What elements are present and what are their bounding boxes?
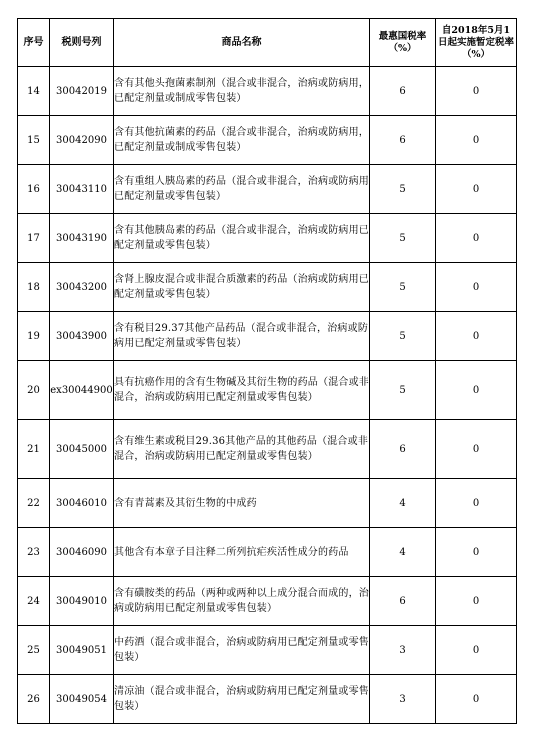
header-mfn-rate: 最惠国税率（%） <box>370 19 436 67</box>
table-row <box>18 214 517 263</box>
row-name: 清凉油（混合或非混合，治病或防病用已配定剂量或零售包装） <box>114 675 370 724</box>
row-no: 18 <box>18 263 50 312</box>
row-mfn-rate: 5 <box>370 263 436 312</box>
tariff-table <box>17 18 517 724</box>
row-mfn-rate: 6 <box>370 577 436 626</box>
row-no: 17 <box>18 214 50 263</box>
row-name: 含有其他抗菌素的药品（混合或非混合，治病或防病用，已配定剂量或制成零售包装） <box>114 116 370 165</box>
row-mfn-rate: 3 <box>370 626 436 675</box>
row-code: 30046090 <box>50 528 114 577</box>
row-mfn-rate: 4 <box>370 528 436 577</box>
row-temp-rate: 0 <box>436 116 517 165</box>
row-temp-rate: 0 <box>436 361 517 420</box>
row-no: 20 <box>18 361 50 420</box>
row-name: 含有税目29.37其他产品药品（混合或非混合，治病或防病用已配定剂量或零售包装） <box>114 312 370 361</box>
row-code: ex30044900 <box>50 361 114 420</box>
row-temp-rate: 0 <box>436 479 517 528</box>
row-temp-rate: 0 <box>436 420 517 479</box>
row-name: 含有重组人胰岛素的药品（混合或非混合，治病或防病用已配定剂量或零售包装） <box>114 165 370 214</box>
row-name: 含肾上腺皮混合或非混合质激素的药品（治病或防病用已配定剂量或零售包装） <box>114 263 370 312</box>
row-code: 30043900 <box>50 312 114 361</box>
row-temp-rate: 0 <box>436 67 517 116</box>
row-no: 15 <box>18 116 50 165</box>
row-code: 30049054 <box>50 675 114 724</box>
row-code: 30049010 <box>50 577 114 626</box>
row-name: 含有其他头孢菌素制剂（混合或非混合，治病或防病用，已配定剂量或制成零售包装） <box>114 67 370 116</box>
row-no: 22 <box>18 479 50 528</box>
table-row <box>18 420 517 479</box>
table-header-row <box>18 19 517 67</box>
row-code: 30043190 <box>50 214 114 263</box>
row-mfn-rate: 4 <box>370 479 436 528</box>
row-temp-rate: 0 <box>436 312 517 361</box>
table-row <box>18 528 517 577</box>
row-temp-rate: 0 <box>436 263 517 312</box>
row-mfn-rate: 5 <box>370 214 436 263</box>
row-temp-rate: 0 <box>436 626 517 675</box>
table-row <box>18 361 517 420</box>
table-row <box>18 116 517 165</box>
row-mfn-rate: 5 <box>370 361 436 420</box>
table-row <box>18 263 517 312</box>
row-name: 含有磺胺类的药品（两种或两种以上成分混合而成的，治病或防病用已配定剂量或零售包装） <box>114 577 370 626</box>
table-row <box>18 577 517 626</box>
row-no: 19 <box>18 312 50 361</box>
row-no: 23 <box>18 528 50 577</box>
row-name: 含有维生素或税目29.36其他产品的其他药品（混合或非混合，治病或防病用已配定剂量或零售包装） <box>114 420 370 479</box>
row-no: 21 <box>18 420 50 479</box>
row-no: 25 <box>18 626 50 675</box>
row-name: 中药酒（混合或非混合，治病或防病用已配定剂量或零售包装） <box>114 626 370 675</box>
row-code: 30045000 <box>50 420 114 479</box>
header-no: 序号 <box>18 19 50 67</box>
row-temp-rate: 0 <box>436 577 517 626</box>
row-mfn-rate: 3 <box>370 675 436 724</box>
row-code: 30043200 <box>50 263 114 312</box>
row-temp-rate: 0 <box>436 675 517 724</box>
row-mfn-rate: 6 <box>370 67 436 116</box>
row-mfn-rate: 6 <box>370 116 436 165</box>
row-name: 含有其他胰岛素的药品（混合或非混合，治病或防病用已配定剂量或零售包装） <box>114 214 370 263</box>
header-temp-rate: 自2018年5月1日起实施暂定税率（%） <box>436 19 517 67</box>
row-name: 含有青蒿素及其衍生物的中成药 <box>114 479 370 528</box>
row-name: 具有抗癌作用的含有生物碱及其衍生物的药品（混合或非混合，治病或防病用已配定剂量或零售包装） <box>114 361 370 420</box>
row-mfn-rate: 5 <box>370 165 436 214</box>
table-row <box>18 312 517 361</box>
row-temp-rate: 0 <box>436 528 517 577</box>
row-no: 24 <box>18 577 50 626</box>
table-row <box>18 67 517 116</box>
table-row <box>18 675 517 724</box>
row-code: 30049051 <box>50 626 114 675</box>
row-code: 30042019 <box>50 67 114 116</box>
table-row <box>18 626 517 675</box>
row-no: 14 <box>18 67 50 116</box>
row-code: 30046010 <box>50 479 114 528</box>
table-row <box>18 479 517 528</box>
table-row <box>18 165 517 214</box>
header-name: 商品名称 <box>114 19 370 67</box>
row-no: 26 <box>18 675 50 724</box>
row-name: 其他含有本章子目注释二所列抗疟疾活性成分的药品 <box>114 528 370 577</box>
row-mfn-rate: 5 <box>370 312 436 361</box>
header-code: 税则号列 <box>50 19 114 67</box>
row-mfn-rate: 6 <box>370 420 436 479</box>
row-temp-rate: 0 <box>436 165 517 214</box>
row-temp-rate: 0 <box>436 214 517 263</box>
row-code: 30043110 <box>50 165 114 214</box>
row-code: 30042090 <box>50 116 114 165</box>
row-no: 16 <box>18 165 50 214</box>
